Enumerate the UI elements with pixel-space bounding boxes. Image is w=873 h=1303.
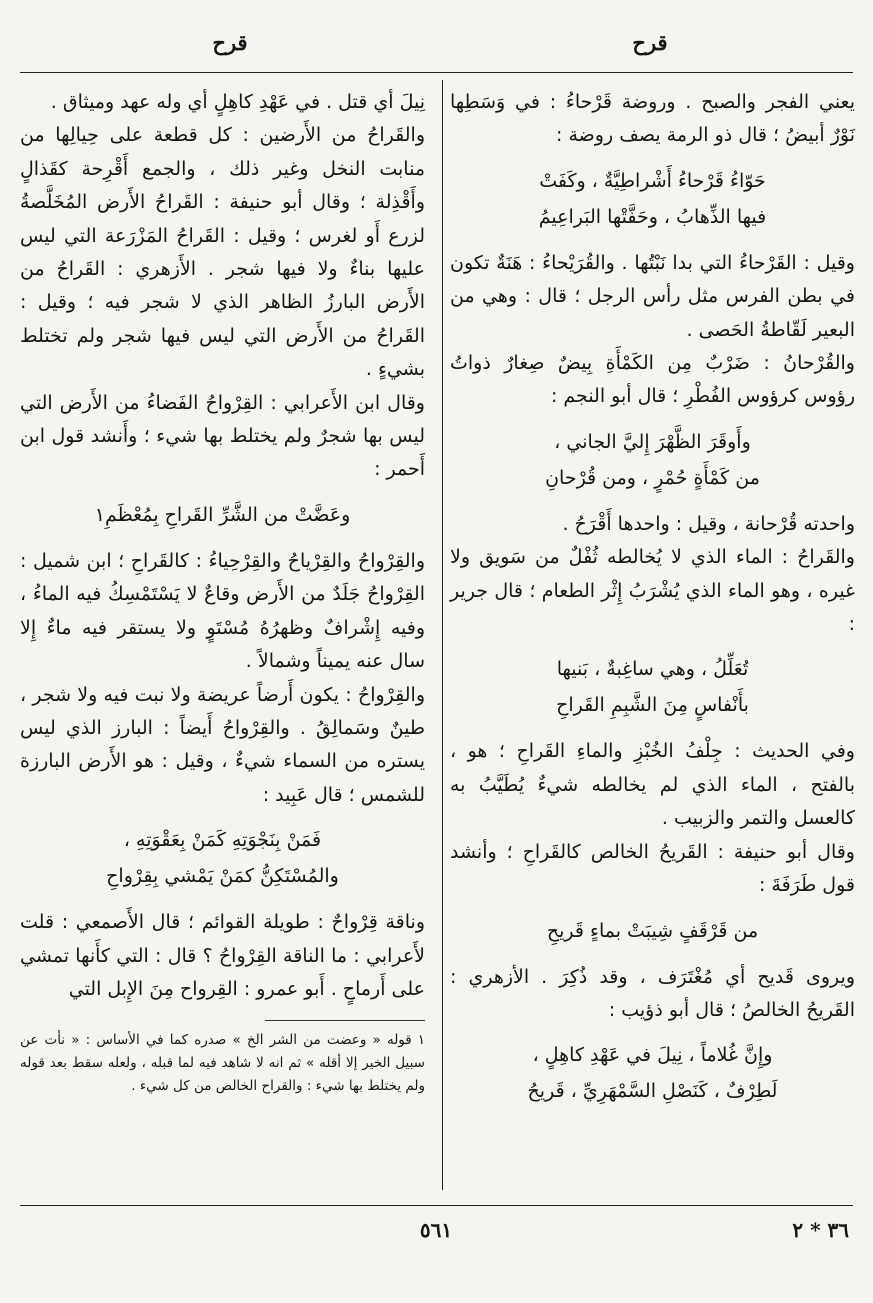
column-divider — [442, 80, 443, 1190]
right-running-header: قرح — [632, 30, 668, 55]
verse-line: وإِنَّ غُلاماً ، نِيلَ في عَهْدِ كاهِلٍ ، — [532, 1044, 773, 1067]
left-column — [20, 86, 425, 1098]
right-column — [450, 86, 855, 1121]
entry-paragraph: والقُرْحانُ : ضَرْبٌ مِن الكَمْأَةِ بِيضٌ صِغارٌ ذواتُ رؤوس كرؤوس الفُطْرِ ؛ قال أبو النجم : — [450, 352, 855, 408]
printer-signature: ٣٦ * ٢ — [792, 1218, 849, 1242]
verse-line: من قَرْقَفٍ شِيبَتْ بماءٍ قَريحِ — [546, 919, 759, 942]
entry-paragraph: وفي الحديث : جِلْفُ الخُبْزِ والماءِ القَراحِ ؛ هو ، بالفتح ، الماء الذي لم يخالطه شيءٌ يُطَيَّبُ به كالعسل والتمر والزبيب . — [450, 740, 855, 830]
entry-paragraph: وقيل : القَرْحاءُ التي بدا نَبْتُها . والقُرَيْحاءُ : هَنَةٌ تكون في بطن الفرس مثل رأس الرجل ؛ قال : وهي من البعير لَقّاطةُ الحَصى . — [450, 251, 855, 341]
entry-paragraph: وقال أبو حنيفة : القَريحُ الخالص كالقَراحِ ؛ وأنشد قول طَرَفَةَ : — [450, 840, 855, 897]
verse-line: والمُسْتَكِنُّ كمَنْ يَمْشي بِقِرْواحِ — [106, 865, 339, 888]
verse — [450, 1037, 855, 1109]
entry-paragraph: والقِرْواحُ والقِرْياحُ والقِرْحِياءُ : كالقَراحِ ؛ ابن شميل : القِرْواحُ جَلَدٌ من الأَرض وقاعٌ لا يَسْتَمْسِكُ فيه الماءُ ، وفيه إِشْرافٌ وظهرُهُ مُسْتَوٍ ولا يستقر فيه ماءٌ إِلا سال عنه يميناً وشمالاً . — [20, 549, 425, 673]
footer-rule — [20, 1205, 853, 1206]
verse-line: فَمَنْ بِنَجْوَتِهِ كَمَنْ بِعَقْوَتِهِ ، — [123, 829, 322, 852]
entry-paragraph: نِيلَ أي قتل . في عَهْدِ كاهِلٍ أي وله عهد وميثاق . — [50, 91, 425, 113]
verse-line: حَوّاءُ قَرْحاءُ أَشْراطِيَّةٌ ، وكَفَتْ — [539, 169, 766, 192]
entry-paragraph: وقال ابن الأَعرابي : القِرْواحُ الفَضاءُ من الأَرض التي ليس بها شجرٌ ولم يختلط بها شيء ؛ وأَنشد قول ابن أَحمر : — [20, 391, 425, 481]
verse-line: تُعَلِّلُ ، وهي ساغِبةٌ ، بَنيها — [556, 658, 749, 681]
verse-line: وأَوقَرَ الظَّهْرَ إِليَّ الجاني ، — [554, 430, 751, 453]
header-rule — [20, 72, 853, 73]
verse — [450, 913, 855, 949]
verse — [450, 163, 855, 235]
entry-paragraph: والقَراحُ من الأَرضين : كل قطعة على حِيالِها من منابت النخل وغير ذلك ، والجمع أَقْرِحة كقَذالٍ وأَقْذِلة ؛ وقال أبو حنيفة : القَراحُ الأَرض المُخَلَّصةُ لزرع أَو لغرس ؛ وقيل : القَراحُ المَزْرَعة التي ليس عليها بناءٌ ولا فيها شجر . الأَزهري : القَراحُ من الأَرض البارزُ الظاهر الذي لا شجر فيه ؛ وقيل : القَراحُ من الأَرض التي ليس فيها شجر ولم تختلط بشيءٍ . — [20, 124, 425, 381]
footnote-number: ١ — [417, 1032, 425, 1049]
footnote-text: قوله « وعضت من الشر الخ » صدره كما في الأساس : « نأت عن سبيل الخير إلا أقله » ثم انه لا شاهد فيه لما قبله ، ولعله سقط بعد قوله ولم يختلط بها شيء : والقراح الخالص من كل شيء . — [20, 1032, 425, 1095]
entry-paragraph: ويروى قَديح أي مُغْتَرَف ، وقد ذُكِرَ . الأزهري : القَريحُ الخالصُ ؛ قال أبو ذؤيب : — [450, 965, 855, 1021]
footnote-rule — [265, 1020, 425, 1021]
verse-line: وعَضَّتْ من الشَّرِّ القَراحِ بِمُعْظَمِ١ — [94, 503, 351, 526]
verse-line: لَطِرْفٌ ، كَنَصْلِ السَّمْهَرِيِّ ، قَريحُ — [527, 1080, 778, 1103]
entry-paragraph: واحدته قُرْحانة ، وقيل : واحدها أَقْرَحُ . — [562, 512, 855, 535]
entry-paragraph: يعني الفجر والصبح . وروضة قَرْحاءُ : في وَسَطِها نَوْرٌ أبيضُ ؛ قال ذو الرمة يصف روضة : — [450, 91, 855, 147]
verse-line: فيها الذِّهابُ ، وحَفَّتْها البَراعِيمُ — [538, 205, 767, 228]
verse — [20, 497, 425, 533]
verse-line: من كَمْأَةٍ حُمْرٍ ، ومن قُرْحانِ — [545, 466, 760, 489]
entry-paragraph: وناقة قِرْواحٌ : طويلة القوائم ؛ قال الأَصمعي : قلت لأَعرابي : ما الناقة القِرْواحُ ؟ قال : التي كأَنها تمشي على أَرماحٍ . أَبو عمرو : القِرواح مِنَ الإِبل التي — [20, 911, 425, 1000]
verse-line: بأَنْفاسٍ مِنَ الشَّبِمِ القَراحِ — [556, 694, 749, 717]
footnote — [20, 1029, 425, 1098]
entry-paragraph: والقَراحُ : الماء الذي لا يُخالطه ثُفْلٌ من سَويق ولا غيره ، وهو الماء الذي يُشْرَبُ إِثْر الطعام ؛ قال جرير : — [450, 546, 855, 636]
entry-paragraph: والقِرْواحُ : يكون أَرضاً عريضة ولا نبت فيه ولا شجر ، طينٌ وسَمالِقُ . والقِرْواحُ أَيضاً : البارز الذي ليس يستره من السماء شيءٌ ، وقيل : هو الأَرض البارزة للشمس ؛ قال عَبِيد : — [20, 683, 425, 806]
verse — [450, 651, 855, 723]
page-number: ٥٦١ — [419, 1218, 453, 1242]
verse — [450, 424, 855, 496]
left-running-header: قرح — [212, 30, 248, 55]
verse — [20, 822, 425, 894]
